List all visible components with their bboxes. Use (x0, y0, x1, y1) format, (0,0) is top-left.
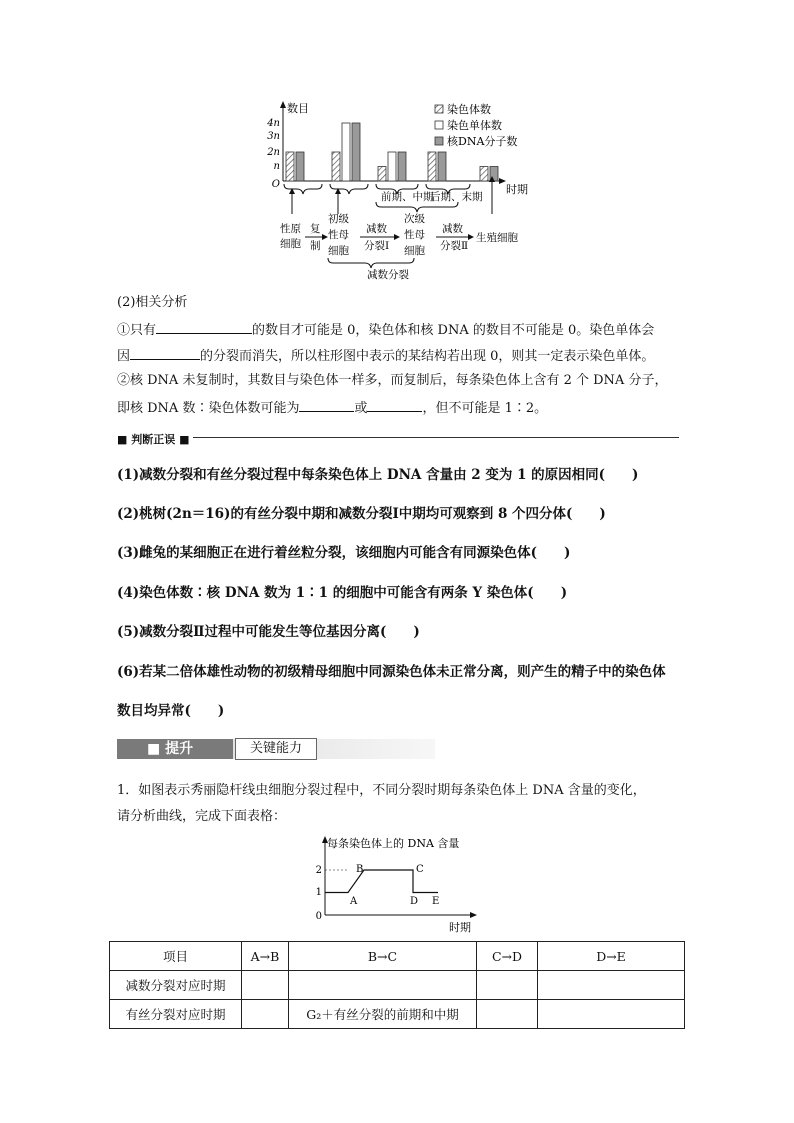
bar-dna-4 (438, 152, 446, 181)
judge-item-5: (5)减数分裂Ⅱ过程中可能发生等位基因分离( ) (117, 624, 420, 640)
legend-swatch-chromosome (435, 105, 443, 113)
judge-item-1: (1)减数分裂和有丝分裂过程中每条染色体上 DNA 含量由 2 变为 1 的原因相同( ) (117, 467, 639, 483)
arrow1-top: 复 (310, 223, 321, 235)
legend-swatch-chromatid (435, 121, 443, 129)
analysis-line-4 (117, 397, 547, 419)
arrow3-bottom: 分裂Ⅱ (440, 240, 469, 252)
y-tick-3n: 3n (267, 131, 280, 142)
cell1-line1: 性原 (280, 223, 301, 235)
blank-3[interactable] (299, 397, 354, 412)
cell4: 生殖细胞 (476, 232, 518, 244)
table-header-row (110, 942, 685, 971)
judge-section-header (117, 431, 679, 445)
cell-meiosis-de[interactable] (538, 971, 685, 1000)
meiosis-brace (328, 258, 414, 268)
arrow2-top: 减数 (366, 223, 387, 235)
cell2-line1: 初级 (328, 213, 349, 225)
bar-chromosome-3 (378, 167, 386, 182)
point-label-a: A (350, 896, 358, 907)
brace-1 (284, 184, 322, 194)
y-axis-label: 数目 (287, 102, 309, 115)
cell-meiosis-cd[interactable] (477, 971, 538, 1000)
analysis-l4c: ，但不可能是 1∶2。 (422, 401, 548, 416)
legend-swatch-dna (435, 137, 443, 145)
blank-1[interactable] (156, 319, 252, 334)
legend-chromosome: 染色体数 (447, 103, 491, 116)
th-bc: B→C (289, 942, 477, 971)
analysis-l2a: 因 (117, 349, 131, 364)
bar-dna-3 (398, 152, 406, 181)
x-axis-label: 时期 (506, 183, 528, 196)
point-label-c: C (416, 864, 424, 875)
judge-item-6: (6)若某二倍体雄性动物的初级精母细胞中同源染色体未正常分离，则产生的精子中的染色体 (117, 664, 666, 680)
legend-chromatid: 染色单体数 (447, 119, 502, 132)
point-label-d: D (410, 896, 419, 907)
bar-chromosome-4 (428, 152, 436, 181)
blank-2[interactable] (130, 345, 200, 360)
y-tick-n: n (273, 161, 280, 172)
judge-item-3: (3)雌兔的某细胞正在进行着丝粒分裂，该细胞内可能含有同源染色体( ) (117, 545, 571, 561)
y-tick-origin: O (271, 179, 280, 190)
bar-chromosome-2 (332, 152, 340, 181)
band-label: 关键能力 (235, 738, 317, 760)
cell-mitosis-cd[interactable] (477, 1000, 538, 1029)
arrow3-top: 减数 (442, 223, 463, 235)
th-item: 项目 (110, 942, 242, 971)
row-label-mitosis: 有丝分裂对应时期 (110, 1000, 242, 1029)
cell3-line1: 次级 (404, 213, 425, 225)
phase-label-2: 后期、末期 (430, 191, 483, 203)
y-tick-2n: 2n (267, 147, 280, 158)
line-xlabel: 时期 (449, 921, 471, 934)
brace-secondary (376, 202, 458, 212)
analysis-l1a: ①只有 (117, 323, 157, 338)
cell-mitosis-bc[interactable]: G₂＋有丝分裂的前期和中期 (289, 1000, 477, 1029)
judge-item-4: (4)染色体数∶核 DNA 数为 1∶1 的细胞中可能含有两条 Y 染色体( ) (117, 585, 568, 601)
th-cd: C→D (477, 942, 538, 971)
chromosome-bar-figure (258, 98, 548, 288)
process-label: 减数分裂 (367, 269, 409, 281)
judge-item-2: (2)桃树(2n＝16)的有丝分裂中期和减数分裂Ⅰ中期均可观察到 8 个四分体( ) (117, 506, 606, 522)
question-line-1: 1．如图表示秀丽隐杆线虫细胞分裂过程中，不同分裂时期每条染色体上 DNA 含量的变化， (117, 783, 646, 798)
brace-2 (330, 184, 368, 194)
analysis-heading: (2)相关分析 (117, 295, 188, 310)
dna-content-line-figure (312, 833, 487, 937)
bar-dna-1 (296, 152, 304, 181)
judge-item-6-cont: 数目均异常( ) (117, 703, 225, 719)
cell-meiosis-bc[interactable] (289, 971, 477, 1000)
line-ytick-2: 2 (315, 865, 322, 876)
line-ylabel: 每条染色体上的 DNA 含量 (327, 837, 460, 850)
cell2-line2: 性母 (328, 229, 349, 241)
cell3-line3: 细胞 (404, 245, 425, 257)
legend-dna: 核DNA分子数 (447, 135, 518, 148)
arrow2-bottom: 分裂Ⅰ (364, 240, 390, 252)
blank-4[interactable] (367, 397, 422, 412)
line-ytick-1: 1 (315, 887, 322, 898)
point-label-b: B (356, 864, 364, 875)
legend (435, 102, 517, 148)
analysis-line-1 (117, 319, 654, 341)
question-line-2: 请分析曲线，完成下面表格： (117, 809, 287, 824)
arrow1-bottom: 制 (310, 240, 321, 252)
analysis-l2b: 的分裂而消失，所以柱形图中表示的某结构若出现 0，则其一定表示染色单体。 (200, 349, 655, 364)
band-dark: ■ 提升 (117, 739, 233, 759)
row-label-meiosis: 减数分裂对应时期 (110, 971, 242, 1000)
bar-chromatid-2 (342, 123, 350, 181)
bar-chromosome-1 (286, 152, 294, 181)
cell-meiosis-ab[interactable] (242, 971, 289, 1000)
analysis-l1b: 的数目才可能是 0，染色体和核 DNA 的数目不可能是 0。染色单体会 (252, 323, 655, 338)
th-de: D→E (538, 942, 685, 971)
judge-divider (193, 437, 679, 438)
cell2-line3: 细胞 (328, 245, 349, 257)
cell3-line2: 性母 (404, 229, 425, 241)
table-row (110, 971, 685, 1000)
cell1-line2: 细胞 (280, 238, 301, 250)
y-tick-4n: 4n (267, 118, 280, 129)
cell-mitosis-ab[interactable] (242, 1000, 289, 1029)
phase-label-1: 前期、中期 (381, 191, 434, 203)
analysis-line-3: ②核 DNA 未复制时，其数目与染色体一样多，而复制后，每条染色体上含有 2 个 DNA 分子， (117, 373, 668, 388)
judge-section-title: ■ 判断正误 ■ (117, 433, 190, 446)
analysis-l4a: 即核 DNA 数∶染色体数可能为 (117, 401, 300, 416)
bar-dna-2 (352, 123, 360, 181)
line-ytick-0: 0 (315, 911, 322, 922)
bar-chromosome-5 (480, 167, 488, 182)
section-band (117, 737, 435, 762)
cell-mitosis-de[interactable] (538, 1000, 685, 1029)
analysis-l4b: 或 (354, 401, 368, 416)
point-label-e: E (432, 896, 440, 907)
table-row (110, 1000, 685, 1029)
answer-table (109, 941, 685, 1029)
bar-chromatid-3 (388, 152, 396, 181)
analysis-line-2 (117, 345, 654, 367)
th-ab: A→B (242, 942, 289, 971)
